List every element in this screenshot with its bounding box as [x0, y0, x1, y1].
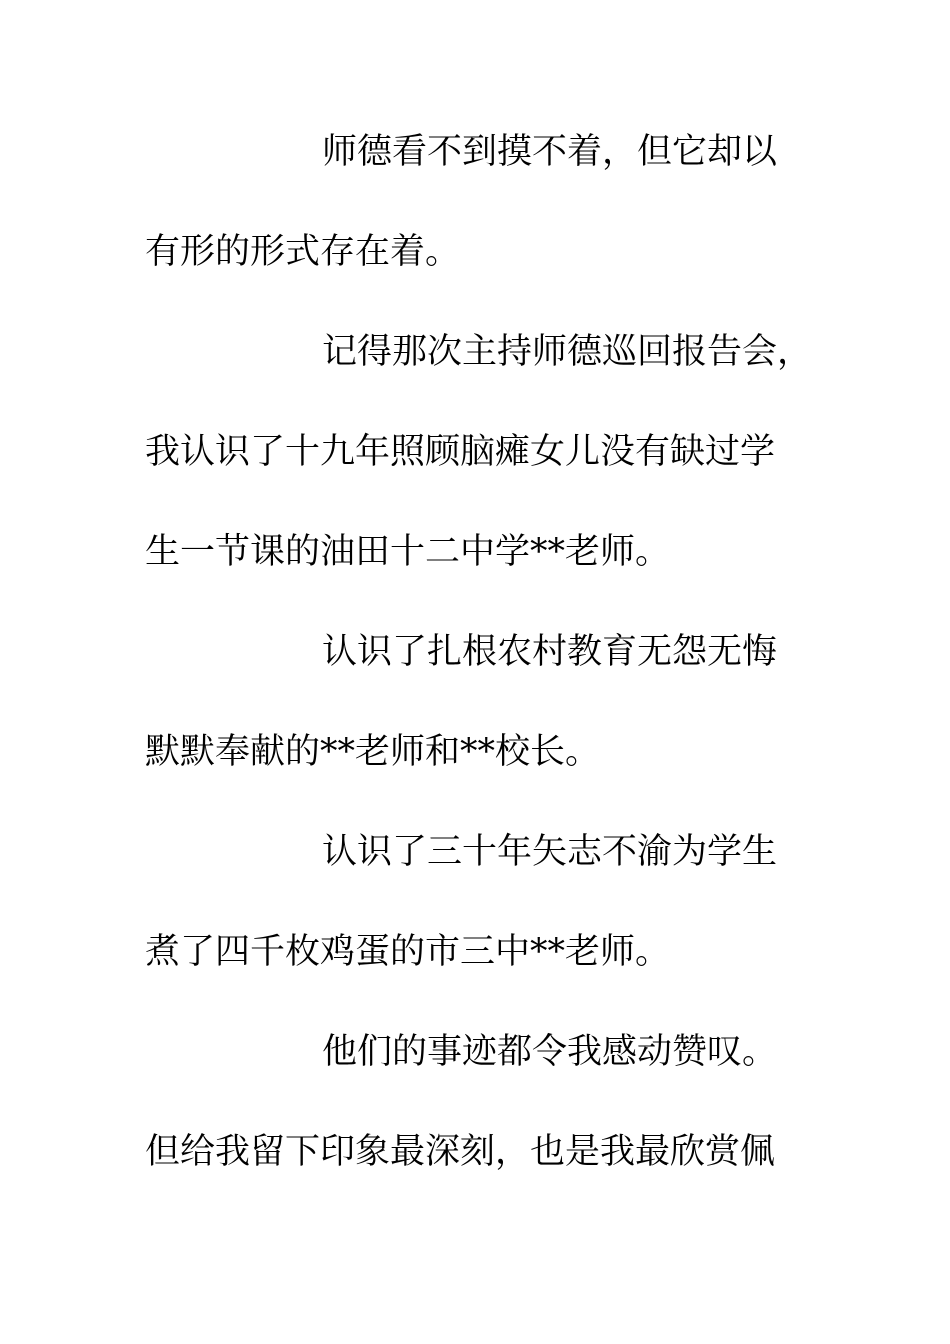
text-line: 认识了三十年矢志不渝为学生 [322, 832, 778, 872]
text-line: 但给我留下印象最深刻，也是我最欣赏佩 [145, 1132, 776, 1172]
text-line: 生一节课的油田十二中学**老师。 [145, 532, 671, 572]
text-line: 认识了扎根农村教育无怨无悔 [322, 632, 778, 672]
text-line: 煮了四千枚鸡蛋的市三中**老师。 [145, 932, 671, 972]
text-line: 师德看不到摸不着，但它却以 [322, 132, 778, 172]
text-line: 默默奉献的**老师和**校长。 [145, 732, 601, 772]
text-line: 有形的形式存在着。 [145, 232, 461, 272]
text-line: 我认识了十九年照顾脑瘫女儿没有缺过学 [145, 432, 776, 472]
text-line: 记得那次主持师德巡回报告会， [322, 332, 813, 372]
text-line: 他们的事迹都令我感动赞叹。 [322, 1032, 778, 1072]
